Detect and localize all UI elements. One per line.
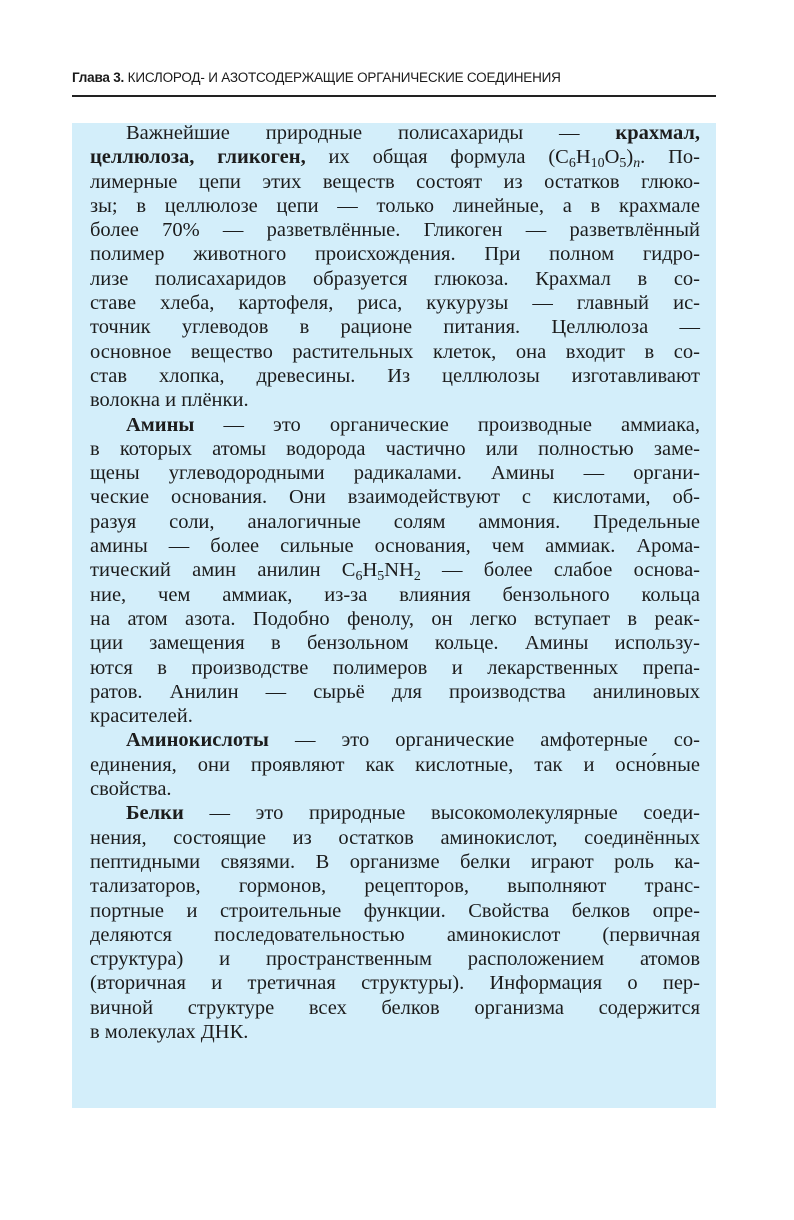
- text-line: [90, 607, 700, 631]
- text-run: ческие основания. Они взаимодействуют с кислотами, об-: [90, 486, 700, 509]
- text-run: ратов. Анилин — сырьё для производства анилиновых: [90, 680, 700, 703]
- text-line: [90, 413, 700, 437]
- text-line: [90, 583, 700, 607]
- text-run: свойства.: [90, 778, 172, 801]
- text-run: основное вещество растительных клеток, она входит в со-: [90, 340, 700, 363]
- subscript: 10: [590, 156, 605, 172]
- running-header: [72, 70, 716, 85]
- text-run: H: [575, 146, 591, 169]
- bold-term: Аминокислоты: [126, 729, 269, 752]
- text-line: [90, 558, 700, 585]
- text-line: [90, 340, 700, 364]
- bold-term: целлюлоза, гликоген,: [90, 146, 306, 169]
- text-run: ются в производстве полимеров и лекарственных препа-: [90, 656, 700, 679]
- text-run: в которых атомы водорода частично или полностью заме-: [90, 437, 700, 460]
- text-line: [90, 899, 700, 923]
- paragraph: [90, 121, 700, 413]
- text-line: [90, 996, 700, 1020]
- text-run: красителей.: [90, 705, 193, 728]
- text-line: [90, 704, 700, 728]
- text-line: [90, 121, 700, 145]
- text-run: щены углеводородными радикалами. Амины — органи-: [90, 462, 700, 485]
- text-run: в молекулах ДНК.: [90, 1020, 249, 1043]
- text-line: [90, 218, 700, 242]
- text-run: (вторичная и третичная структуры). Информация о пер-: [90, 972, 700, 995]
- text-line: [90, 874, 700, 898]
- paragraph: [90, 413, 700, 729]
- text-run: зы; в целлюлозе цепи — только линейные, а в крахмале: [90, 194, 700, 217]
- text-run: NH: [384, 559, 414, 582]
- subscript: 6: [355, 569, 363, 585]
- text-run: ции замещения в бензольном кольце. Амины использу-: [90, 632, 700, 655]
- subscript: 5: [619, 156, 627, 172]
- text-run: их общая формула (C: [305, 146, 569, 169]
- chapter-title: КИСЛОРОД- И АЗОТСОДЕРЖАЩИЕ ОРГАНИЧЕСКИЕ СОЕДИНЕНИЯ: [124, 70, 561, 85]
- text-line: [90, 145, 700, 172]
- text-run: разуя соли, аналогичные солям аммония. Предельные: [90, 510, 700, 533]
- text-run: волокна и плёнки.: [90, 389, 249, 412]
- paragraph: [90, 728, 700, 801]
- text-run: лизе полисахаридов образуется глюкоза. Крахмал в со-: [90, 267, 700, 290]
- text-line: [90, 1020, 700, 1044]
- text-line: [90, 461, 700, 485]
- text-line: [90, 534, 700, 558]
- text-line: [90, 291, 700, 315]
- text-line: [90, 267, 700, 291]
- subscript: 5: [377, 569, 385, 585]
- text-line: [90, 631, 700, 655]
- text-run: Важнейшие природные полисахариды —: [126, 122, 616, 144]
- text-line: [90, 656, 700, 680]
- text-line: [90, 777, 700, 801]
- text-run: пептидными связями. В организме белки играют роль ка-: [90, 850, 700, 873]
- text-run: H: [362, 559, 378, 582]
- text-run: полимер животного происхождения. При полном гидро-: [90, 243, 700, 266]
- text-line: [90, 801, 700, 825]
- text-line: [90, 388, 700, 412]
- text-run: . По-: [640, 146, 700, 169]
- text-run: портные и строительные функции. Свойства белков опре-: [90, 899, 700, 922]
- text-line: [90, 485, 700, 509]
- subscript: 6: [568, 156, 576, 172]
- text-run: лимерные цепи этих веществ состоят из остатков глюко-: [90, 170, 700, 193]
- text-run: нения, состоящие из остатков аминокислот, соединённых: [90, 826, 700, 849]
- text-run: — это органические производные аммиака,: [194, 413, 700, 436]
- text-run: O: [604, 146, 620, 169]
- header-rule: [72, 95, 716, 97]
- text-run: — это органические амфотерные со-: [268, 729, 700, 752]
- text-run: точник углеводов в рационе питания. Целлюлоза —: [90, 316, 700, 339]
- text-line: [90, 923, 700, 947]
- text-line: [90, 170, 700, 194]
- text-line: [90, 826, 700, 850]
- text-line: [90, 510, 700, 534]
- subscript: n: [633, 156, 641, 172]
- text-run: став хлопка, древесины. Из целлюлозы изготавливают: [90, 364, 700, 387]
- text-run: тический амин анилин C: [90, 559, 356, 582]
- text-run: — более слабое основа-: [420, 559, 700, 582]
- text-run: — это природные высокомолекулярные соеди-: [183, 802, 700, 825]
- text-run: деляются последовательностью аминокислот (первичная: [90, 923, 700, 946]
- text-line: [90, 437, 700, 461]
- bold-term: Белки: [126, 802, 184, 825]
- subscript: 2: [413, 569, 421, 585]
- text-line: [90, 242, 700, 266]
- text-run: ставе хлеба, картофеля, риса, кукурузы — главный ис-: [90, 292, 700, 315]
- bold-term: Амины: [126, 413, 195, 436]
- text-line: [90, 680, 700, 704]
- text-line: [90, 364, 700, 388]
- text-line: [90, 971, 700, 995]
- text-line: [90, 753, 700, 777]
- text-run: амины — более сильные основания, чем аммиак. Арома-: [90, 535, 700, 558]
- text-run: тализаторов, гормонов, рецепторов, выполняют транс-: [90, 875, 700, 898]
- text-run: на атом азота. Подобно фенолу, он легко вступает в реак-: [90, 607, 700, 630]
- text-run: структура) и пространственным расположением атомов: [90, 948, 700, 971]
- text-run: более 70% — разветвлённые. Гликоген — разветвлённый: [90, 219, 700, 242]
- text-line: [90, 728, 700, 752]
- bold-term: крахмал,: [615, 122, 700, 144]
- chapter-number: Глава 3.: [72, 70, 125, 85]
- text-line: [90, 947, 700, 971]
- text-run: ): [626, 146, 634, 169]
- text-line: [90, 194, 700, 218]
- text-run: единения, они проявляют как кислотные, так и осно́вные: [90, 753, 700, 776]
- text-line: [90, 850, 700, 874]
- text-run: ние, чем аммиак, из-за влияния бензольного кольца: [90, 583, 700, 606]
- paragraph: [90, 801, 700, 1044]
- text-run: вичной структуре всех белков организма содержится: [90, 996, 700, 1019]
- summary-text: [90, 121, 700, 1044]
- text-line: [90, 315, 700, 339]
